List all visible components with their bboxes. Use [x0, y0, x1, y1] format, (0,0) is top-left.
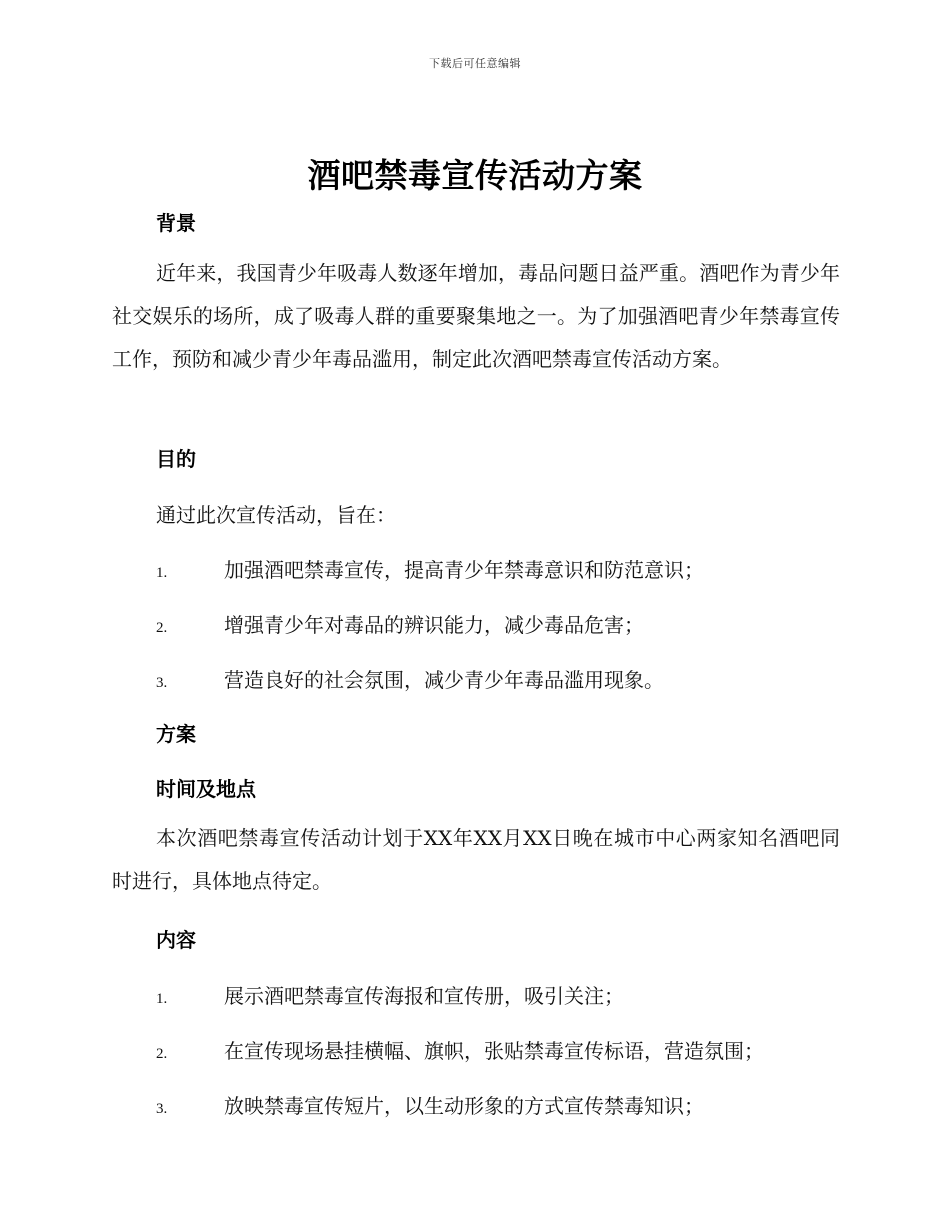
heading-plan: 方案: [156, 722, 196, 746]
document-title: 酒吧禁毒宣传活动方案: [307, 156, 643, 195]
purpose-list-item: [156, 609, 856, 638]
list-text: 放映禁毒宣传短片，以生动形象的方式宣传禁毒知识；: [224, 1094, 704, 1118]
paragraph-time-place: 本次酒吧禁毒宣传活动计划于XX年XX月XX日晚在城市中心两家知名酒吧同时进行，具体地点待定。: [112, 826, 840, 893]
list-number: 1.: [156, 565, 168, 581]
list-text: 营造良好的社会氛围，减少青少年毒品滥用现象。: [224, 668, 664, 692]
heading-time-place: 时间及地点: [156, 777, 256, 801]
purpose-list-item: [156, 554, 856, 583]
header-note: 下载后可任意编辑: [429, 57, 521, 70]
purpose-list-item: [156, 664, 856, 693]
content-list-item: [156, 1090, 856, 1119]
heading-background: 背景: [156, 211, 196, 235]
content-list-item: [156, 1035, 856, 1064]
list-text: 加强酒吧禁毒宣传，提高青少年禁毒意识和防范意识；: [224, 558, 704, 582]
list-text: 增强青少年对毒品的辨识能力，减少毒品危害；: [224, 613, 644, 637]
list-number: 1.: [156, 991, 168, 1007]
list-number: 3.: [156, 1101, 168, 1117]
list-number: 3.: [156, 675, 168, 691]
paragraph-background: 近年来，我国青少年吸毒人数逐年增加，毒品问题日益严重。酒吧作为青少年社交娱乐的场所，成了吸毒人群的重要聚集地之一。为了加强酒吧青少年禁毒宣传工作，预防和减少青少年毒品滥用，制定此次酒吧禁毒宣传活动方案。: [112, 261, 840, 371]
list-number: 2.: [156, 1046, 168, 1062]
content-list-item: [156, 980, 856, 1009]
list-number: 2.: [156, 620, 168, 636]
list-text: 展示酒吧禁毒宣传海报和宣传册，吸引关注；: [224, 984, 624, 1008]
list-text: 在宣传现场悬挂横幅、旗帜，张贴禁毒宣传标语，营造氛围；: [224, 1039, 764, 1063]
purpose-intro: 通过此次宣传活动，旨在：: [156, 503, 396, 527]
heading-content: 内容: [156, 928, 196, 952]
heading-purpose: 目的: [156, 447, 196, 471]
